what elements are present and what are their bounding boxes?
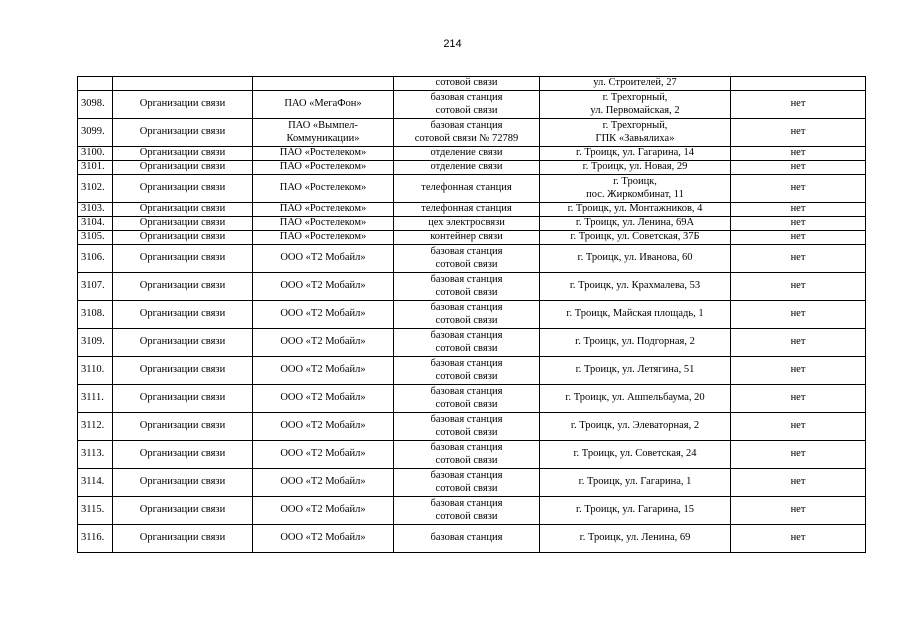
address-cell — [540, 525, 731, 553]
status-cell: нет — [731, 385, 866, 413]
table-row — [78, 357, 866, 385]
object-cell — [394, 413, 540, 441]
object-cell-line: отделение связи — [430, 161, 503, 173]
row-number-cell: 3109. — [78, 329, 113, 357]
object-cell-line: базовая станция — [430, 470, 503, 481]
object-cell-line: сотовой связи — [435, 342, 498, 354]
address-cell-line: г. Троицк, ул. Крахмалева, 53 — [569, 280, 701, 292]
status-cell: нет — [731, 273, 866, 301]
address-cell-line: пос. Жиркомбинат, 11 — [586, 188, 684, 200]
status-cell: нет — [731, 357, 866, 385]
object-cell-line: базовая станция — [430, 302, 503, 313]
address-cell-line: г. Троицк, ул. Ашпельбаума, 20 — [565, 392, 705, 404]
status-cell: нет — [731, 147, 866, 161]
operator-cell-line: ООО «Т2 Мобайл» — [280, 280, 366, 292]
status-cell: нет — [731, 497, 866, 525]
row-number-cell: 3103. — [78, 203, 113, 217]
status-cell: нет — [731, 91, 866, 119]
address-cell — [540, 357, 731, 385]
operator-cell-line: ООО «Т2 Мобайл» — [280, 532, 366, 544]
category-cell: Организации связи — [113, 357, 253, 385]
object-cell — [394, 441, 540, 469]
table-row — [78, 161, 866, 175]
row-number-cell: 3110. — [78, 357, 113, 385]
row-number-cell: 3102. — [78, 175, 113, 203]
object-cell-line: базовая станция — [430, 498, 503, 509]
object-cell-line: базовая станция — [430, 442, 503, 453]
operator-cell — [253, 245, 394, 273]
category-cell: Организации связи — [113, 147, 253, 161]
operator-cell — [253, 231, 394, 245]
object-cell-line: сотовой связи — [435, 510, 498, 522]
operator-cell-line: ПАО «Вымпел- — [288, 120, 358, 131]
address-cell — [540, 91, 731, 119]
category-cell: Организации связи — [113, 469, 253, 497]
status-cell: нет — [731, 301, 866, 329]
object-cell — [394, 329, 540, 357]
address-cell-line: г. Троицк, ул. Советская, 37Б — [570, 231, 700, 243]
row-number-cell — [78, 77, 113, 91]
category-cell: Организации связи — [113, 119, 253, 147]
operator-cell — [253, 469, 394, 497]
table-row — [78, 119, 866, 147]
category-cell: Организации связи — [113, 217, 253, 231]
object-cell — [394, 469, 540, 497]
row-number-cell: 3108. — [78, 301, 113, 329]
row-number-cell: 3111. — [78, 385, 113, 413]
operator-cell-line: ООО «Т2 Мобайл» — [280, 336, 366, 348]
category-cell: Организации связи — [113, 301, 253, 329]
status-cell: нет — [731, 441, 866, 469]
operator-cell — [253, 441, 394, 469]
status-cell: нет — [731, 217, 866, 231]
operator-cell — [253, 147, 394, 161]
object-cell-line: базовая станция — [430, 274, 503, 285]
object-cell — [394, 77, 540, 91]
address-cell — [540, 385, 731, 413]
object-cell-line: сотовой связи № 72789 — [414, 132, 519, 144]
table-row — [78, 231, 866, 245]
address-cell — [540, 203, 731, 217]
operator-cell — [253, 301, 394, 329]
row-number-cell: 3101. — [78, 161, 113, 175]
category-cell: Организации связи — [113, 525, 253, 553]
object-cell-line: сотовой связи — [435, 482, 498, 494]
object-cell — [394, 301, 540, 329]
object-cell-line: контейнер связи — [430, 231, 503, 243]
address-cell — [540, 301, 731, 329]
status-cell: нет — [731, 231, 866, 245]
object-cell — [394, 497, 540, 525]
object-cell-line: базовая станция — [430, 92, 503, 103]
operator-cell — [253, 217, 394, 231]
category-cell: Организации связи — [113, 175, 253, 203]
address-cell — [540, 119, 731, 147]
address-cell — [540, 329, 731, 357]
object-cell — [394, 231, 540, 245]
object-cell-line: сотовой связи — [435, 286, 498, 298]
operator-cell-line: ООО «Т2 Мобайл» — [280, 392, 366, 404]
table-row — [78, 469, 866, 497]
address-cell — [540, 231, 731, 245]
address-cell-line: г. Троицк, ул. Иванова, 60 — [577, 252, 693, 264]
object-cell-line: сотовой связи — [435, 426, 498, 438]
table-row — [78, 217, 866, 231]
category-cell: Организации связи — [113, 497, 253, 525]
object-cell — [394, 161, 540, 175]
object-cell-line: базовая станция — [430, 414, 503, 425]
address-cell-line: г. Троицк, ул. Монтажников, 4 — [567, 203, 703, 215]
address-cell — [540, 77, 731, 91]
object-cell-line: телефонная станция — [421, 203, 512, 215]
operator-cell — [253, 497, 394, 525]
category-cell: Организации связи — [113, 245, 253, 273]
category-cell: Организации связи — [113, 91, 253, 119]
operator-cell — [253, 91, 394, 119]
row-number-cell: 3106. — [78, 245, 113, 273]
object-cell-line: сотовой связи — [435, 370, 498, 382]
address-cell — [540, 469, 731, 497]
object-cell-line: сотовой связи — [435, 454, 498, 466]
operator-cell-line: ООО «Т2 Мобайл» — [280, 448, 366, 460]
address-cell — [540, 161, 731, 175]
operator-cell — [253, 273, 394, 301]
address-cell — [540, 413, 731, 441]
object-cell-line: базовая станция — [430, 330, 503, 341]
table-row — [78, 385, 866, 413]
address-cell — [540, 273, 731, 301]
operator-cell-line: ПАО «Ростелеком» — [279, 231, 367, 243]
object-cell — [394, 525, 540, 553]
operator-cell-line: ПАО «Ростелеком» — [279, 161, 367, 173]
operator-cell — [253, 525, 394, 553]
row-number-cell: 3099. — [78, 119, 113, 147]
object-cell — [394, 147, 540, 161]
operator-cell-line: ООО «Т2 Мобайл» — [280, 420, 366, 432]
status-cell: нет — [731, 161, 866, 175]
address-cell-line: ГПК «Завьялиха» — [595, 132, 675, 144]
object-cell-line: сотовой связи — [435, 314, 498, 326]
address-cell-line: г. Троицк, — [613, 176, 657, 187]
object-cell-line: базовая станция — [430, 120, 503, 131]
address-cell-line: г. Троицк, ул. Летягина, 51 — [575, 364, 695, 376]
operator-cell-line: ООО «Т2 Мобайл» — [280, 504, 366, 516]
table-row — [78, 329, 866, 357]
address-cell — [540, 175, 731, 203]
address-cell-line: г. Троицк, ул. Гагарина, 14 — [575, 147, 695, 159]
operator-cell — [253, 161, 394, 175]
status-cell: нет — [731, 525, 866, 553]
object-cell-line: телефонная станция — [421, 182, 512, 194]
operator-cell-line: Коммуникации» — [286, 132, 360, 144]
address-cell-line: г. Трехгорный, — [602, 120, 668, 131]
category-cell: Организации связи — [113, 329, 253, 357]
object-cell-line: отделение связи — [430, 147, 503, 159]
operator-cell — [253, 329, 394, 357]
object-cell-line: базовая станция — [430, 358, 503, 369]
table-row — [78, 91, 866, 119]
category-cell: Организации связи — [113, 231, 253, 245]
status-cell: нет — [731, 119, 866, 147]
status-cell: нет — [731, 175, 866, 203]
address-cell-line: г. Троицк, ул. Ленина, 69 — [579, 532, 691, 544]
address-cell-line: г. Троицк, ул. Советская, 24 — [573, 448, 697, 460]
address-cell-line: ул. Первомайская, 2 — [590, 104, 680, 116]
object-cell-line: базовая станция — [430, 246, 503, 257]
table-row — [78, 245, 866, 273]
address-cell-line: г. Троицк, ул. Гагарина, 1 — [578, 476, 692, 488]
category-cell: Организации связи — [113, 441, 253, 469]
row-number-cell: 3115. — [78, 497, 113, 525]
object-cell-line: сотовой связи — [435, 77, 498, 89]
object-cell — [394, 357, 540, 385]
row-number-cell: 3113. — [78, 441, 113, 469]
address-cell-line: ул. Строителей, 27 — [593, 77, 677, 89]
object-cell-line: сотовой связи — [435, 104, 498, 116]
table-row — [78, 203, 866, 217]
object-cell — [394, 203, 540, 217]
category-cell: Организации связи — [113, 203, 253, 217]
operator-cell-line: ПАО «МегаФон» — [284, 98, 362, 110]
table-row — [78, 147, 866, 161]
row-number-cell: 3107. — [78, 273, 113, 301]
status-cell: нет — [731, 329, 866, 357]
address-cell — [540, 217, 731, 231]
address-cell-line: г. Троицк, ул. Ленина, 69А — [575, 217, 695, 229]
row-number-cell: 3112. — [78, 413, 113, 441]
address-cell-line: г. Троицк, ул. Подгорная, 2 — [575, 336, 695, 348]
table-row — [78, 175, 866, 203]
operator-cell-line: ООО «Т2 Мобайл» — [280, 364, 366, 376]
table-row — [78, 273, 866, 301]
address-cell-line: г. Троицк, ул. Гагарина, 15 — [575, 504, 695, 516]
table-row — [78, 441, 866, 469]
row-number-cell: 3105. — [78, 231, 113, 245]
address-cell-line: г. Трехгорный, — [602, 92, 668, 103]
page-number: 214 — [443, 38, 462, 50]
table-row — [78, 301, 866, 329]
operator-cell-line: ООО «Т2 Мобайл» — [280, 308, 366, 320]
operator-cell-line: ООО «Т2 Мобайл» — [280, 252, 366, 264]
operator-cell-line: ПАО «Ростелеком» — [279, 147, 367, 159]
row-number-cell: 3114. — [78, 469, 113, 497]
status-cell: нет — [731, 469, 866, 497]
category-cell: Организации связи — [113, 161, 253, 175]
operator-cell-line: ООО «Т2 Мобайл» — [280, 476, 366, 488]
registry-table — [77, 76, 866, 553]
row-number-cell: 3100. — [78, 147, 113, 161]
address-cell-line: г. Троицк, ул. Новая, 29 — [582, 161, 688, 173]
table-row — [78, 525, 866, 553]
object-cell — [394, 175, 540, 203]
operator-cell-line: ПАО «Ростелеком» — [279, 203, 367, 215]
operator-cell — [253, 175, 394, 203]
operator-cell — [253, 77, 394, 91]
object-cell — [394, 385, 540, 413]
category-cell: Организации связи — [113, 413, 253, 441]
registry-table-body — [78, 77, 866, 553]
operator-cell-line: ПАО «Ростелеком» — [279, 217, 367, 229]
address-cell-line: г. Троицк, Майская площадь, 1 — [566, 308, 704, 320]
object-cell — [394, 217, 540, 231]
object-cell — [394, 273, 540, 301]
operator-cell — [253, 203, 394, 217]
operator-cell — [253, 385, 394, 413]
table-row — [78, 497, 866, 525]
operator-cell — [253, 357, 394, 385]
row-number-cell: 3116. — [78, 525, 113, 553]
category-cell — [113, 77, 253, 91]
category-cell: Организации связи — [113, 273, 253, 301]
address-cell — [540, 497, 731, 525]
status-cell: нет — [731, 245, 866, 273]
address-cell-line: г. Троицк, ул. Элеваторная, 2 — [570, 420, 700, 432]
object-cell — [394, 119, 540, 147]
category-cell: Организации связи — [113, 385, 253, 413]
status-cell: нет — [731, 413, 866, 441]
object-cell-line: цех электросвязи — [428, 217, 505, 229]
status-cell: нет — [731, 203, 866, 217]
row-number-cell: 3104. — [78, 217, 113, 231]
status-cell — [731, 77, 866, 91]
row-number-cell: 3098. — [78, 91, 113, 119]
operator-cell — [253, 119, 394, 147]
address-cell — [540, 245, 731, 273]
object-cell-line: базовая станция — [430, 532, 503, 544]
table-row — [78, 413, 866, 441]
object-cell — [394, 91, 540, 119]
object-cell-line: сотовой связи — [435, 398, 498, 410]
object-cell-line: сотовой связи — [435, 258, 498, 270]
object-cell-line: базовая станция — [430, 386, 503, 397]
address-cell — [540, 147, 731, 161]
table-row — [78, 77, 866, 91]
address-cell — [540, 441, 731, 469]
object-cell — [394, 245, 540, 273]
operator-cell-line: ПАО «Ростелеком» — [279, 182, 367, 194]
operator-cell — [253, 413, 394, 441]
